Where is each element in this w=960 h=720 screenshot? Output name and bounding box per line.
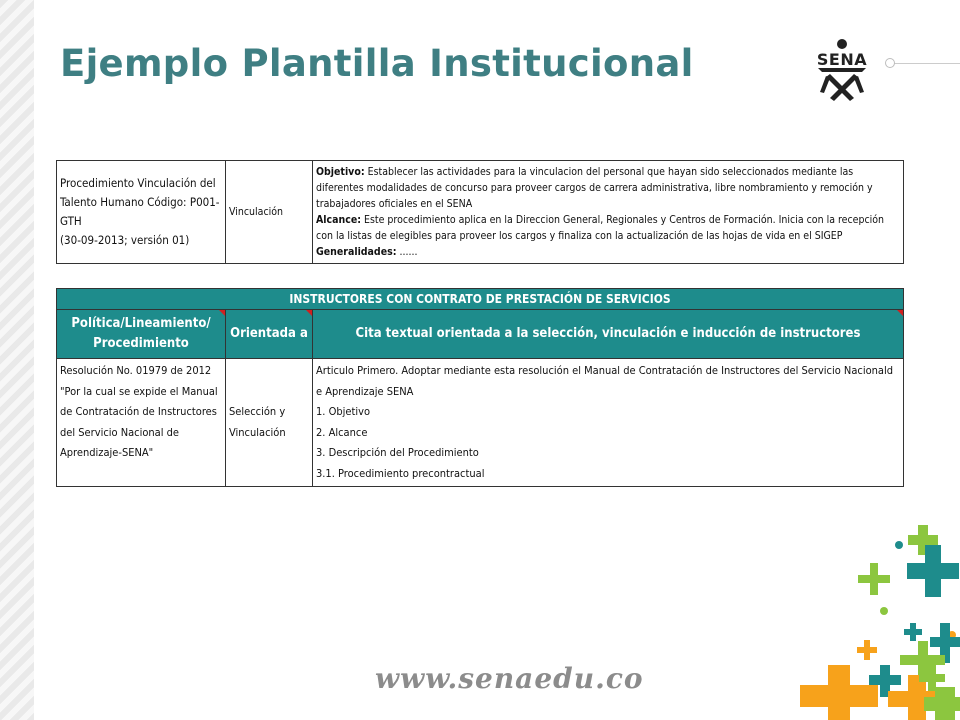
objetivo-label: Objetivo: — [316, 166, 365, 178]
sena-logo-text: SENA — [816, 50, 868, 69]
citation-line: Articulo Primero. Adoptar mediante esta resolución el Manual de Contratación de Instructores del Servicio Nacionald e Aprendizaje SENA — [316, 364, 894, 398]
policy-cell: Resolución No. 01979 de 2012 "Por la cual se expide el Manual de Contratación de Instructores del Servicio Nacional de Aprendizaje-SENA" — [57, 359, 226, 487]
cross-icon — [857, 640, 877, 660]
procedure-line: Talento Humano Código: P001- — [60, 195, 220, 209]
table-row — [57, 359, 904, 487]
column-header-policy: Política/Lineamiento/ Procedimiento — [57, 310, 226, 359]
table-banner: INSTRUCTORES CON CONTRATO DE PRESTACIÓN DE SERVICIOS — [57, 289, 904, 310]
procedure-name-cell — [57, 161, 226, 264]
citation-line: 2. Alcance — [316, 425, 368, 439]
generalidades-label: Generalidades: — [316, 246, 397, 258]
comment-marker-icon — [219, 310, 225, 316]
procedure-line: GTH — [60, 214, 82, 228]
orientation-cell: Selección y Vinculación — [226, 359, 313, 487]
procedure-line: (30-09-2013; versión 01) — [60, 233, 190, 247]
table-row — [57, 161, 904, 264]
column-header-citation: Cita textual orientada a la selección, vinculación e inducción de instructores — [313, 310, 904, 359]
orientation-cell: Vinculación — [226, 161, 313, 264]
decorative-crosses-graphic — [800, 515, 960, 720]
cross-icon — [904, 623, 922, 641]
description-cell — [313, 161, 904, 264]
website-url: www.senaedu.co — [375, 662, 644, 695]
alcance-text: Este procedimiento aplica en la Direccion General, Regionales y Centros de Formación. Inicia con la recepción con la listas de elegibles para proveer los cargos y finaliza con la actualización de las hojas de vida en el SIGEP — [316, 214, 885, 242]
sena-logo-figure-icon — [806, 38, 878, 102]
procedure-table — [56, 160, 904, 264]
sena-logo — [806, 38, 878, 102]
header-rule — [890, 63, 960, 64]
column-header-orientation: Orientada a — [226, 310, 313, 359]
objetivo-text: Establecer las actividades para la vinculacion del personal que hayan sido seleccionados mediante las diferentes modalidades de concurso para proveer cargos de carrera administrativa, libre nombramiento y remoción y trabajadores oficiales en el SENA — [316, 166, 873, 210]
slide-title: Ejemplo Plantilla Institucional — [60, 42, 694, 85]
generalidades-text: ...... — [396, 246, 418, 258]
citation-line: 3. Descripción del Procedimiento — [316, 446, 479, 459]
table-header-row — [57, 310, 904, 359]
procedure-line: Procedimiento Vinculación del — [60, 176, 216, 190]
header-rule-ring — [885, 58, 895, 68]
cross-icon — [800, 665, 878, 720]
cross-icon — [858, 563, 890, 595]
cross-icon — [907, 545, 959, 597]
comment-marker-icon — [897, 310, 903, 316]
table-banner-row — [57, 289, 904, 310]
citation-line: 1. Objetivo — [316, 405, 371, 418]
alcance-label: Alcance: — [316, 214, 362, 226]
left-stripe-decoration — [0, 0, 34, 720]
citation-line: 3.1. Procedimiento precontractual — [316, 466, 485, 480]
citation-cell — [313, 359, 904, 487]
comment-marker-icon — [306, 310, 312, 316]
instructors-table — [56, 288, 904, 487]
